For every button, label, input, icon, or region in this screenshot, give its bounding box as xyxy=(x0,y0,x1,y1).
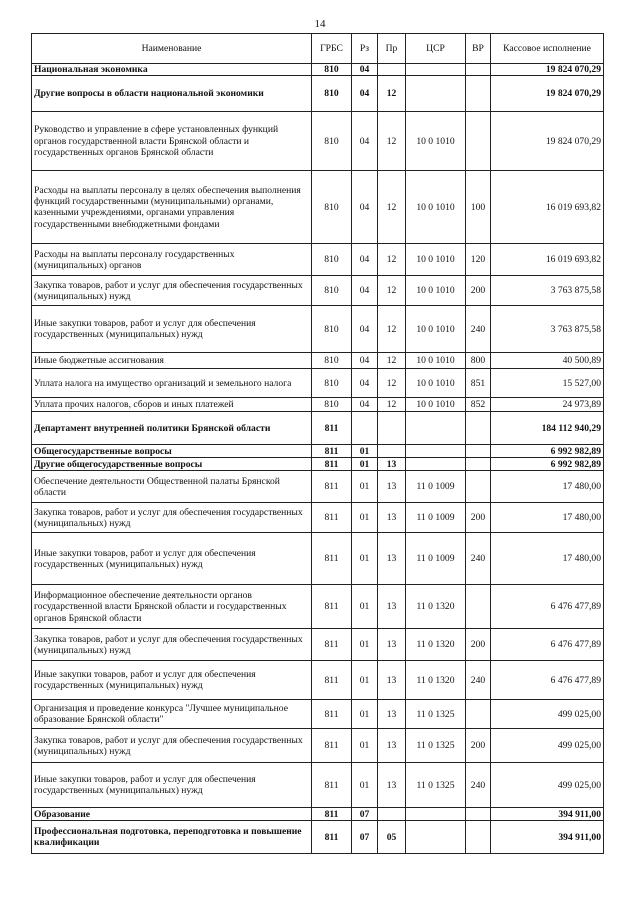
cell-pr: 13 xyxy=(378,629,406,661)
table-row xyxy=(32,244,604,276)
cell-rz: 04 xyxy=(352,306,378,353)
cell-sum: 499 025,00 xyxy=(491,763,604,808)
cell-name: Закупка товаров, работ и услуг для обеспечения государственных (муниципальных) нужд xyxy=(32,729,312,763)
cell-pr: 12 xyxy=(378,398,406,412)
budget-execution-table xyxy=(31,33,604,854)
cell-grbs: 810 xyxy=(312,369,352,398)
cell-name: Уплата прочих налогов, сборов и иных платежей xyxy=(32,398,312,412)
table-row xyxy=(32,398,604,412)
cell-grbs: 810 xyxy=(312,171,352,244)
cell-rz: 04 xyxy=(352,276,378,306)
table-row xyxy=(32,112,604,171)
header-grbs: ГРБС xyxy=(312,34,352,64)
cell-csr: 10 0 1010 xyxy=(406,276,466,306)
cell-sum: 499 025,00 xyxy=(491,700,604,729)
table-row xyxy=(32,306,604,353)
cell-pr xyxy=(378,808,406,821)
cell-sum: 6 992 982,89 xyxy=(491,458,604,471)
cell-name: Закупка товаров, работ и услуг для обеспечения государственных (муниципальных) нужд xyxy=(32,276,312,306)
cell-sum: 394 911,00 xyxy=(491,821,604,854)
cell-grbs: 810 xyxy=(312,244,352,276)
cell-sum: 19 824 070,29 xyxy=(491,76,604,112)
cell-vr xyxy=(466,471,491,503)
cell-pr: 13 xyxy=(378,661,406,700)
cell-name: Обеспечение деятельности Общественной палаты Брянской области xyxy=(32,471,312,503)
header-pr: Пр xyxy=(378,34,406,64)
cell-pr: 12 xyxy=(378,276,406,306)
cell-sum: 15 527,00 xyxy=(491,369,604,398)
cell-pr: 05 xyxy=(378,821,406,854)
cell-name: Руководство и управление в сфере установленных функций органов государственной власти Брянской области и государственных органов Брянской области xyxy=(32,112,312,171)
cell-csr: 10 0 1010 xyxy=(406,398,466,412)
cell-pr: 12 xyxy=(378,76,406,112)
table-row xyxy=(32,821,604,854)
cell-name: Расходы на выплаты персоналу государственных (муниципальных) органов xyxy=(32,244,312,276)
table-row xyxy=(32,808,604,821)
cell-pr xyxy=(378,64,406,76)
cell-pr: 13 xyxy=(378,503,406,533)
header-sum: Кассовое исполнение xyxy=(491,34,604,64)
cell-name: Информационное обеспечение деятельности органов государственной власти Брянской области и государственных органов Брянской области xyxy=(32,585,312,629)
cell-sum: 6 476 477,89 xyxy=(491,661,604,700)
cell-grbs: 811 xyxy=(312,503,352,533)
cell-grbs: 811 xyxy=(312,445,352,458)
cell-name: Расходы на выплаты персоналу в целях обеспечения выполнения функций государственными (муниципальными) органами, казенными учреждениями, органами управления государственными внебюджетными фондами xyxy=(32,171,312,244)
cell-grbs: 811 xyxy=(312,412,352,445)
cell-vr: 200 xyxy=(466,503,491,533)
cell-rz: 01 xyxy=(352,503,378,533)
cell-grbs: 811 xyxy=(312,629,352,661)
cell-grbs: 810 xyxy=(312,76,352,112)
cell-pr: 12 xyxy=(378,353,406,369)
cell-pr: 13 xyxy=(378,458,406,471)
cell-sum: 19 824 070,29 xyxy=(491,64,604,76)
cell-grbs: 810 xyxy=(312,64,352,76)
cell-csr: 11 0 1325 xyxy=(406,763,466,808)
cell-name: Организация и проведение конкурса "Лучшее муниципальное образование Брянской области" xyxy=(32,700,312,729)
cell-rz: 04 xyxy=(352,369,378,398)
cell-csr: 10 0 1010 xyxy=(406,306,466,353)
table-row xyxy=(32,458,604,471)
cell-rz: 04 xyxy=(352,244,378,276)
cell-name: Образование xyxy=(32,808,312,821)
cell-rz: 07 xyxy=(352,808,378,821)
cell-sum: 3 763 875,58 xyxy=(491,276,604,306)
cell-vr xyxy=(466,808,491,821)
cell-sum: 17 480,00 xyxy=(491,533,604,585)
cell-rz: 04 xyxy=(352,353,378,369)
cell-pr: 12 xyxy=(378,171,406,244)
table-row xyxy=(32,76,604,112)
cell-csr: 11 0 1325 xyxy=(406,729,466,763)
cell-csr xyxy=(406,76,466,112)
cell-sum: 184 112 940,29 xyxy=(491,412,604,445)
cell-rz: 04 xyxy=(352,112,378,171)
table-row xyxy=(32,171,604,244)
cell-vr: 800 xyxy=(466,353,491,369)
cell-name: Общегосударственные вопросы xyxy=(32,445,312,458)
cell-csr xyxy=(406,445,466,458)
cell-rz: 01 xyxy=(352,458,378,471)
cell-rz: 04 xyxy=(352,64,378,76)
table-row xyxy=(32,585,604,629)
table-row xyxy=(32,276,604,306)
cell-csr xyxy=(406,808,466,821)
table-row xyxy=(32,503,604,533)
cell-vr xyxy=(466,458,491,471)
cell-name: Департамент внутренней политики Брянской области xyxy=(32,412,312,445)
cell-vr xyxy=(466,412,491,445)
cell-grbs: 811 xyxy=(312,533,352,585)
cell-rz: 01 xyxy=(352,629,378,661)
cell-sum: 499 025,00 xyxy=(491,729,604,763)
cell-name: Закупка товаров, работ и услуг для обеспечения государственных (муниципальных) нужд xyxy=(32,629,312,661)
table-row xyxy=(32,412,604,445)
cell-csr: 11 0 1320 xyxy=(406,585,466,629)
cell-grbs: 811 xyxy=(312,729,352,763)
cell-csr: 11 0 1009 xyxy=(406,471,466,503)
cell-vr xyxy=(466,585,491,629)
cell-rz: 07 xyxy=(352,821,378,854)
table-row xyxy=(32,629,604,661)
cell-grbs: 811 xyxy=(312,661,352,700)
page-number: 14 xyxy=(314,18,326,30)
cell-csr: 10 0 1010 xyxy=(406,244,466,276)
cell-sum: 6 476 477,89 xyxy=(491,629,604,661)
cell-sum: 6 476 477,89 xyxy=(491,585,604,629)
cell-sum: 16 019 693,82 xyxy=(491,244,604,276)
cell-vr xyxy=(466,64,491,76)
cell-sum: 40 500,89 xyxy=(491,353,604,369)
cell-rz: 04 xyxy=(352,398,378,412)
cell-name: Иные закупки товаров, работ и услуг для обеспечения государственных (муниципальных) нужд xyxy=(32,306,312,353)
cell-pr: 13 xyxy=(378,763,406,808)
cell-csr: 11 0 1325 xyxy=(406,700,466,729)
cell-pr: 13 xyxy=(378,700,406,729)
cell-csr: 10 0 1010 xyxy=(406,112,466,171)
cell-name: Иные закупки товаров, работ и услуг для обеспечения государственных (муниципальных) нужд xyxy=(32,763,312,808)
table-row xyxy=(32,445,604,458)
cell-csr: 10 0 1010 xyxy=(406,369,466,398)
cell-vr xyxy=(466,112,491,171)
cell-pr: 13 xyxy=(378,729,406,763)
cell-vr: 200 xyxy=(466,729,491,763)
cell-vr: 240 xyxy=(466,661,491,700)
cell-rz: 01 xyxy=(352,700,378,729)
cell-pr: 12 xyxy=(378,112,406,171)
table-row xyxy=(32,64,604,76)
cell-vr: 240 xyxy=(466,306,491,353)
cell-sum: 3 763 875,58 xyxy=(491,306,604,353)
cell-pr xyxy=(378,445,406,458)
cell-csr xyxy=(406,64,466,76)
cell-grbs: 811 xyxy=(312,808,352,821)
cell-sum: 394 911,00 xyxy=(491,808,604,821)
table-row xyxy=(32,661,604,700)
table-row xyxy=(32,353,604,369)
header-rz: Рз xyxy=(352,34,378,64)
header-vr: ВР xyxy=(466,34,491,64)
cell-sum: 17 480,00 xyxy=(491,471,604,503)
cell-name: Иные закупки товаров, работ и услуг для обеспечения государственных (муниципальных) нужд xyxy=(32,533,312,585)
cell-grbs: 810 xyxy=(312,353,352,369)
cell-vr: 120 xyxy=(466,244,491,276)
cell-rz: 01 xyxy=(352,585,378,629)
cell-name: Иные закупки товаров, работ и услуг для обеспечения государственных (муниципальных) нужд xyxy=(32,661,312,700)
cell-rz: 01 xyxy=(352,471,378,503)
cell-grbs: 810 xyxy=(312,276,352,306)
cell-vr: 240 xyxy=(466,763,491,808)
cell-csr: 11 0 1320 xyxy=(406,661,466,700)
cell-vr xyxy=(466,445,491,458)
cell-vr: 100 xyxy=(466,171,491,244)
cell-csr: 10 0 1010 xyxy=(406,353,466,369)
cell-sum: 19 824 070,29 xyxy=(491,112,604,171)
cell-sum: 6 992 982,89 xyxy=(491,445,604,458)
table-row xyxy=(32,700,604,729)
cell-vr: 852 xyxy=(466,398,491,412)
cell-rz: 01 xyxy=(352,445,378,458)
cell-pr: 13 xyxy=(378,585,406,629)
cell-name: Другие вопросы в области национальной экономики xyxy=(32,76,312,112)
table-row xyxy=(32,369,604,398)
table-row xyxy=(32,763,604,808)
cell-name: Другие общегосударственные вопросы xyxy=(32,458,312,471)
cell-grbs: 810 xyxy=(312,306,352,353)
cell-name: Профессиональная подготовка, переподготовка и повышение квалификации xyxy=(32,821,312,854)
cell-vr xyxy=(466,700,491,729)
cell-grbs: 811 xyxy=(312,700,352,729)
cell-pr xyxy=(378,412,406,445)
cell-csr xyxy=(406,412,466,445)
cell-rz: 04 xyxy=(352,171,378,244)
cell-grbs: 810 xyxy=(312,398,352,412)
header-name: Наименование xyxy=(32,34,312,64)
cell-sum: 24 973,89 xyxy=(491,398,604,412)
cell-csr: 11 0 1320 xyxy=(406,629,466,661)
cell-grbs: 811 xyxy=(312,763,352,808)
cell-csr: 11 0 1009 xyxy=(406,503,466,533)
cell-vr: 851 xyxy=(466,369,491,398)
cell-rz: 01 xyxy=(352,533,378,585)
table-header-row xyxy=(32,34,604,64)
cell-grbs: 811 xyxy=(312,821,352,854)
table-row xyxy=(32,729,604,763)
cell-grbs: 810 xyxy=(312,112,352,171)
cell-pr: 12 xyxy=(378,369,406,398)
cell-csr: 11 0 1009 xyxy=(406,533,466,585)
cell-csr: 10 0 1010 xyxy=(406,171,466,244)
table-row xyxy=(32,471,604,503)
cell-pr: 12 xyxy=(378,244,406,276)
cell-rz: 01 xyxy=(352,729,378,763)
cell-rz xyxy=(352,412,378,445)
cell-rz: 01 xyxy=(352,661,378,700)
cell-pr: 13 xyxy=(378,471,406,503)
cell-rz: 04 xyxy=(352,76,378,112)
cell-pr: 12 xyxy=(378,306,406,353)
cell-vr: 200 xyxy=(466,629,491,661)
cell-vr xyxy=(466,76,491,112)
cell-name: Иные бюджетные ассигнования xyxy=(32,353,312,369)
cell-grbs: 811 xyxy=(312,585,352,629)
cell-pr: 13 xyxy=(378,533,406,585)
cell-sum: 17 480,00 xyxy=(491,503,604,533)
cell-vr: 240 xyxy=(466,533,491,585)
cell-csr xyxy=(406,458,466,471)
cell-grbs: 811 xyxy=(312,458,352,471)
cell-name: Уплата налога на имущество организаций и земельного налога xyxy=(32,369,312,398)
cell-name: Национальная экономика xyxy=(32,64,312,76)
cell-vr xyxy=(466,821,491,854)
cell-sum: 16 019 693,82 xyxy=(491,171,604,244)
cell-name: Закупка товаров, работ и услуг для обеспечения государственных (муниципальных) нужд xyxy=(32,503,312,533)
table-row xyxy=(32,533,604,585)
cell-vr: 200 xyxy=(466,276,491,306)
cell-rz: 01 xyxy=(352,763,378,808)
cell-grbs: 811 xyxy=(312,471,352,503)
cell-csr xyxy=(406,821,466,854)
header-csr: ЦСР xyxy=(406,34,466,64)
